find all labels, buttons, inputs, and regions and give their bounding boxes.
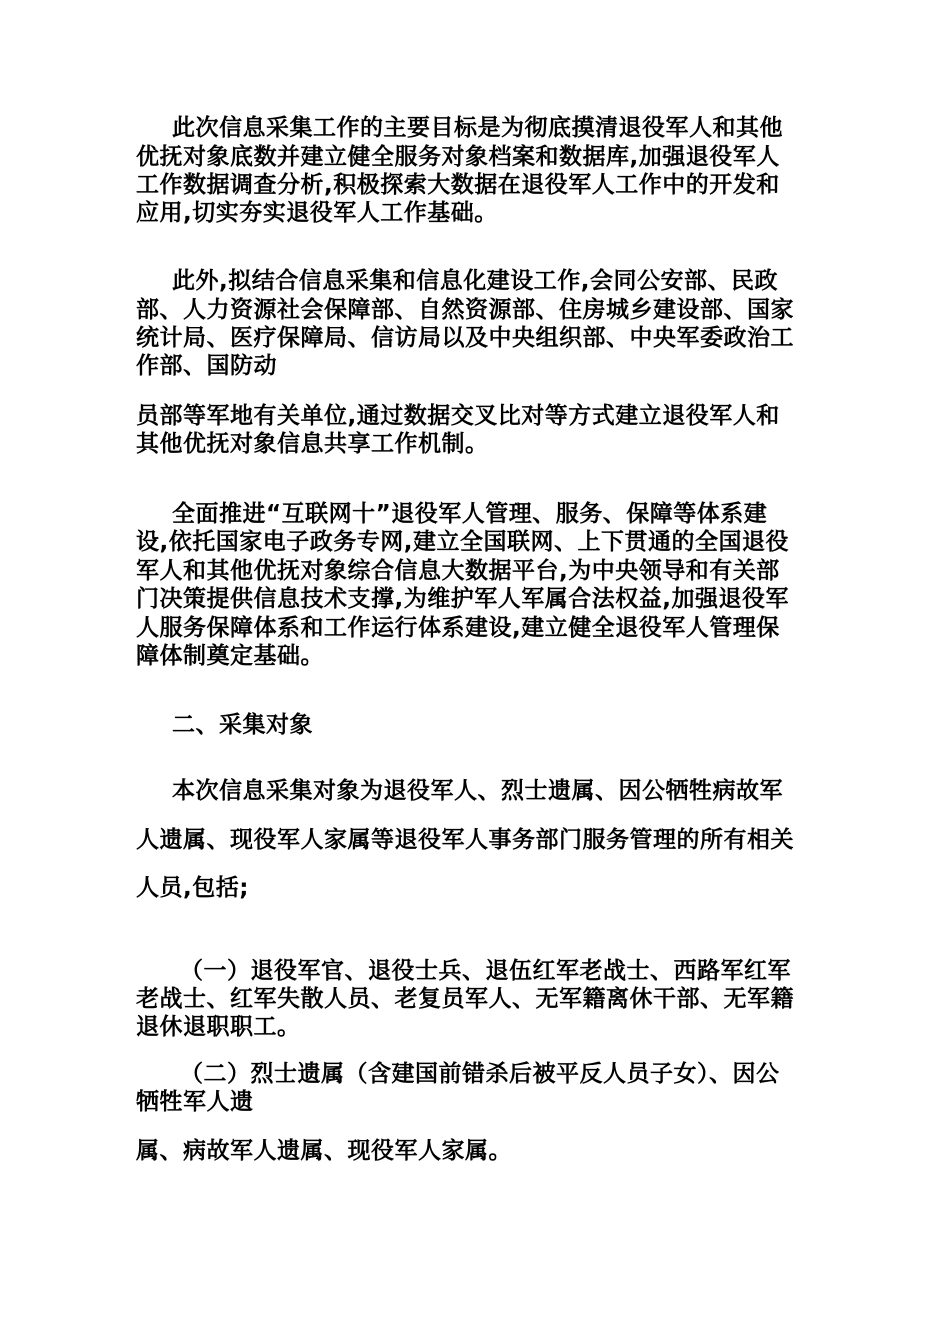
paragraph-1-line-1: 此次信息采集工作的主要目标是为彻底摸清退役军人和其他 — [172, 115, 783, 141]
section-heading: 二、采集对象 — [172, 712, 313, 738]
paragraph-2-line-1: 此外,拟结合信息采集和信息化建设工作,会同公安部、民政 — [172, 268, 778, 294]
paragraph-4-line-3: 军人和其他优抚对象综合信息大数据平台,为中央领导和有关部 — [136, 558, 780, 584]
paragraph-3-line-1: 员部等军地有关单位,通过数据交叉比对等方式建立退役军人和 — [136, 403, 780, 429]
paragraph-8-line-1: 属、病故军人遗属、现役军人家属。 — [136, 1138, 512, 1164]
paragraph-7-line-1: （二）烈士遗属（含建国前错杀后被平反人员子女）、因公 — [180, 1061, 780, 1087]
paragraph-7-line-2: 牺牲军人遗 — [136, 1089, 254, 1115]
paragraph-1-line-2: 优抚对象底数并建立健全服务对象档案和数据库,加强退役军人 — [136, 144, 780, 170]
paragraph-6-line-3: 退休退职职工。 — [136, 1014, 301, 1040]
paragraph-5-line-2: 人遗属、现役军人家属等退役军人事务部门服务管理的所有相关 — [136, 827, 794, 853]
paragraph-4-line-5: 人服务保障体系和工作运行体系建设,建立健全退役军人管理保 — [136, 615, 780, 641]
paragraph-6-line-1: （一）退役军官、退役士兵、退伍红军老战士、西路军红军 — [180, 958, 791, 984]
paragraph-4-line-1: 全面推进“互联网十”退役军人管理、服务、保障等体系建 — [172, 501, 768, 527]
paragraph-6-line-2: 老战士、红军失散人员、老复员军人、无军籍离休干部、无军籍 — [136, 986, 794, 1012]
paragraph-4-line-2: 设,依托国家电子政务专网,建立全国联网、上下贯通的全国退役 — [136, 529, 789, 555]
paragraph-2-line-2: 部、人力资源社会保障部、自然资源部、住房城乡建设部、国家 — [136, 297, 794, 323]
paragraph-3-line-2: 其他优抚对象信息共享工作机制。 — [136, 431, 489, 457]
paragraph-2-line-3: 统计局、医疗保障局、信访局以及中央组织部、中央军委政治工 — [136, 325, 794, 351]
paragraph-1-line-4: 应用,切实夯实退役军人工作基础。 — [136, 200, 498, 226]
paragraph-1-line-3: 工作数据调查分析,积极探索大数据在退役军人工作中的开发和 — [136, 172, 780, 198]
paragraph-5-line-1: 本次信息采集对象为退役军人、烈士遗属、因公牺牲病故军 — [172, 778, 783, 804]
paragraph-5-line-3: 人员,包括; — [136, 875, 249, 901]
paragraph-4-line-4: 门决策提供信息技术支撑,为维护军人军属合法权益,加强退役军 — [136, 586, 789, 612]
paragraph-4-line-6: 障体制奠定基础。 — [136, 643, 324, 669]
paragraph-2-line-4: 作部、国防动 — [136, 353, 277, 379]
